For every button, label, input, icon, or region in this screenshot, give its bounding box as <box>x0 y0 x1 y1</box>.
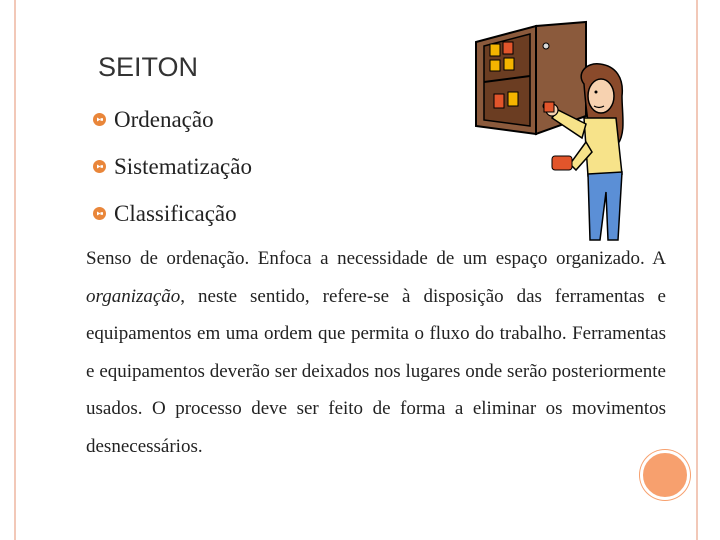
bullet-marker-icon <box>92 112 114 127</box>
bullet-label: Ordenação <box>114 106 214 132</box>
paragraph-text-start: Senso de ordenação. Enfoca a necessidade de um espaço organizado. A <box>86 248 666 269</box>
bullet-marker-icon <box>92 159 114 174</box>
bullet-item <box>92 143 252 190</box>
decorative-orange-circle <box>640 450 690 500</box>
paragraph-text-end: , neste sentido, refere-se à disposição das ferramentas e equipamentos em uma ordem que permita o fluxo do trabalho. Ferramentas e equipamentos deverão ser deixados nos lugares onde serão posteriormente usados. O processo deve ser feito de forma a eliminar os movimentos desnecessários. <box>86 285 666 457</box>
bullet-label: Sistematização <box>114 153 252 179</box>
bullet-label: Classificação <box>114 200 237 226</box>
body-paragraph <box>86 240 666 465</box>
right-frame-line <box>696 0 698 540</box>
bullet-item <box>92 96 252 143</box>
bullet-marker-icon <box>92 206 114 221</box>
bullet-item <box>92 190 252 237</box>
slide-title: SEITON <box>98 52 199 82</box>
paragraph-italic-term: organização <box>86 285 181 307</box>
bullet-list <box>92 96 252 237</box>
left-frame-line <box>14 0 16 540</box>
woman-at-cabinet-illustration <box>466 14 636 244</box>
